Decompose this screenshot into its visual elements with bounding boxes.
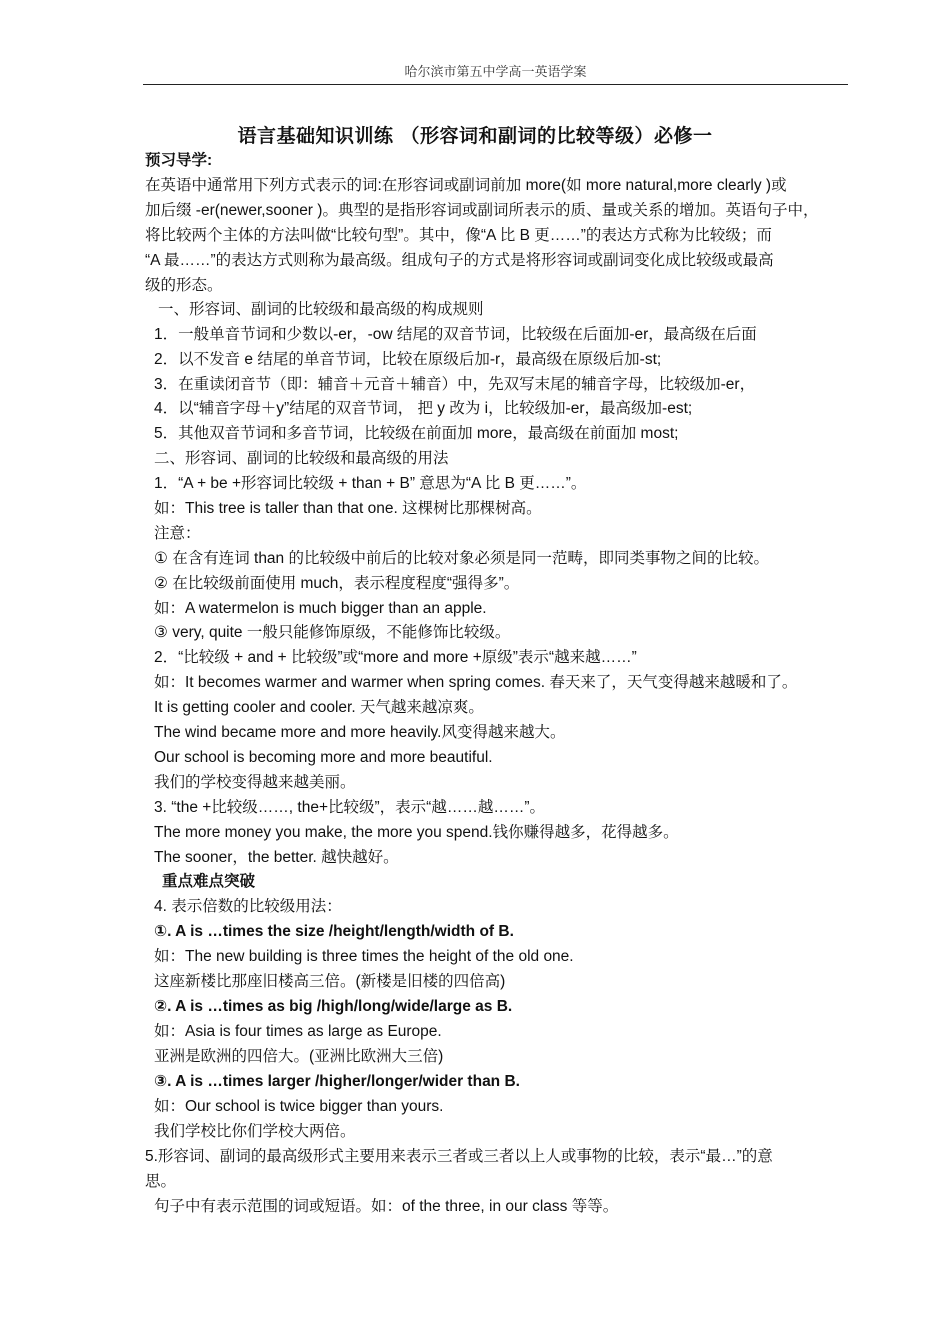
example-line: 如：Our school is twice bigger than yours. [154,1098,444,1115]
note-item: ① 在含有连词 than 的比较级中前后的比较对象必须是同一范畴，即同类事物之间的比较。 [154,550,769,567]
example-line: Our school is becoming more and more beautiful. [154,749,493,766]
example-line: 我们的学校变得越来越美丽。 [154,774,356,791]
example-line: The sooner，the better. 越快越好。 [154,849,399,866]
example-line: 如：It becomes warmer and warmer when spring comes. 春天来了，天气变得越来越暖和了。 [154,674,798,691]
section-heading-rules: 一、形容词、副词的比较级和最高级的构成规则 [158,301,484,318]
section-heading-preview: 预习导学: [145,152,213,169]
note-item: ② 在比较级前面使用 much，表示程度程度“强得多”。 [154,575,520,592]
note-label: 注意： [154,525,201,542]
section-heading-usage: 二、形容词、副词的比较级和最高级的用法 [154,450,449,467]
rule-item: 3．在重读闭音节（即：辅音＋元音＋辅音）中，先双写末尾的辅音字母，比较级加-er， [154,376,756,393]
paragraph-line: “A 最……”的表达方式则称为最高级。组成句子的方式是将形容词或副词变化成比较级或最高 [145,252,774,269]
usage-item: 4. 表示倍数的比较级用法： [154,898,342,915]
usage-item: 1．“A + be +形容词比较级 + than + B” 意思为“A 比 B 更……”。 [154,475,587,492]
rule-item: 5．其他双音节词和多音节词，比较级在前面加 more，最高级在前面加 most; [154,425,679,442]
pattern-line: ③. A is …times larger /higher/longer/wider than B. [154,1073,520,1090]
example-line: The wind became more and more heavily.风变得越来越大。 [154,724,566,741]
paragraph-line: 将比较两个主体的方法叫做“比较句型”。其中，像“A 比 B 更……”的表达方式称为比较级；而 [145,227,772,244]
example-line: 如：Asia is four times as large as Europe. [154,1023,442,1040]
example-line: 如：This tree is taller than that one. 这棵树比那棵树高。 [154,500,542,517]
rule-item: 1．一般单音节词和少数以-er，-ow 结尾的双音节词，比较级在后面加-er，最高级在后面 [154,326,757,343]
example-line: 我们学校比你们学校大两倍。 [154,1123,356,1140]
note-item: ③ very, quite 一般只能修饰原级，不能修饰比较级。 [154,624,511,641]
paragraph-line: 加后缀 -er(newer,sooner )。典型的是指形容词或副词所表示的质、量或关系的增加。英语句子中， [145,202,819,219]
paragraph-line: 句子中有表示范围的词或短语。如：of the three, in our class 等等。 [154,1198,619,1215]
usage-item: 3. “the +比较级……, the+比较级”，表示“越……越……”。 [154,799,545,816]
pattern-line: ①. A is …times the size /height/length/width of B. [154,923,514,940]
example-line: 亚洲是欧洲的四倍大。(亚洲比欧洲大三倍) [154,1048,444,1065]
rule-item: 2．以不发音 e 结尾的单音节词，比较在原级后加-r，最高级在原级后加-st; [154,351,662,368]
paragraph-line: 思。 [145,1173,177,1190]
paragraph-line: 级的形态。 [145,277,223,294]
section-heading-key-points: 重点难点突破 [162,873,256,890]
page-header: 哈尔滨市第五中学高一英语学案 [143,62,848,85]
example-line: It is getting cooler and cooler. 天气越来越凉爽。 [154,699,484,716]
example-line: 如：A watermelon is much bigger than an apple. [154,600,487,617]
example-line: 这座新楼比那座旧楼高三倍。(新楼是旧楼的四倍高) [154,973,506,990]
pattern-line: ②. A is …times as big /high/long/wide/large as B. [154,998,513,1015]
paragraph-line: 在英语中通常用下列方式表示的词:在形容词或副词前加 more(如 more natural,more clearly )或 [145,177,787,194]
rule-item: 4．以“辅音字母＋y”结尾的双音节词， 把 y 改为 i，比较级加-er，最高级加-est; [154,400,693,417]
usage-item: 2．“比较级 + and + 比较级”或“more and more +原级”表示“越来越……” [154,649,637,666]
document-title: 语言基础知识训练 （形容词和副词的比较等级）必修一 [237,125,713,147]
example-line: The more money you make, the more you spend.钱你赚得越多，花得越多。 [154,824,679,841]
example-line: 如：The new building is three times the height of the old one. [154,948,574,965]
usage-item: 5.形容词、副词的最高级形式主要用来表示三者或三者以上人或事物的比较，表示“最…”的意 [145,1148,773,1165]
